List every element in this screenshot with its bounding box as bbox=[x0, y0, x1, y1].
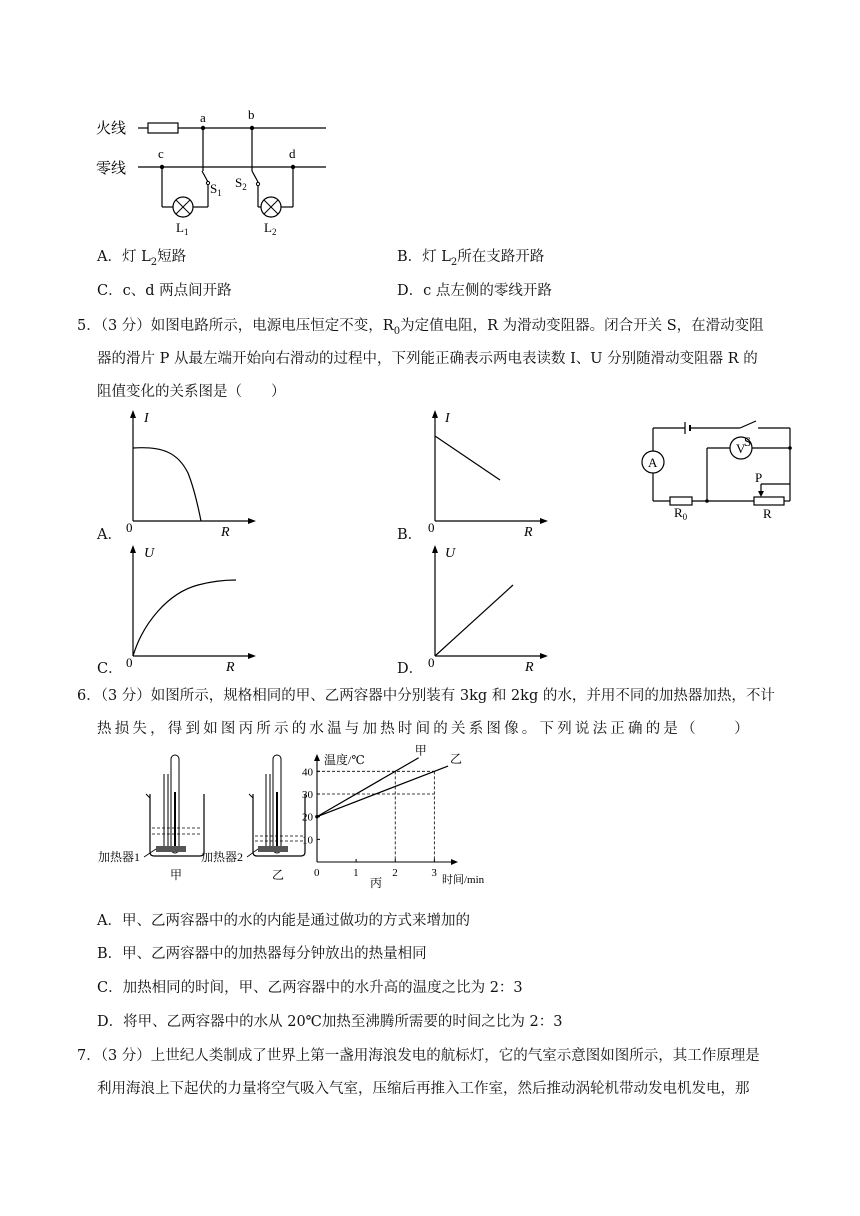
curve-a bbox=[133, 448, 201, 521]
q4-option-c: C．c、d 两点间开路 bbox=[97, 283, 232, 299]
heater1-label: 加热器1 bbox=[98, 850, 141, 864]
r0-label: $R_0$ bbox=[674, 505, 688, 522]
switch-s bbox=[740, 421, 756, 428]
q5-line2: 器的滑片 P 从最左端开始向右滑动的过程中，下列能正确表示两电表读数 I、U 分别随滑动变阻器 R 的 bbox=[97, 351, 758, 367]
chart-xlabel: 时间/min bbox=[442, 874, 485, 886]
q5-option-b: B． bbox=[397, 527, 423, 543]
q4-option-a: A．灯 $L_2$短路 bbox=[97, 249, 187, 268]
q6-option-d: D．将甲、乙两容器中的水从 20℃加热至沸腾所需要的时间之比为 2：3 bbox=[97, 1014, 563, 1030]
point-a-label: a bbox=[200, 110, 206, 125]
rheostat-r bbox=[754, 497, 784, 505]
q5-circuit-diagram bbox=[638, 418, 803, 522]
heater-2 bbox=[258, 846, 288, 852]
graph-a-xlabel: R bbox=[221, 525, 230, 540]
q7-line2: 利用海浪上下起伏的力量将空气吸入气室，压缩后再推入工作室，然后推动涡轮机带动发电机发电，那 bbox=[97, 1081, 750, 1097]
lamp-l2-label: $L_2$ bbox=[264, 220, 277, 237]
q5-option-a: A． bbox=[97, 527, 122, 543]
ammeter-label: A bbox=[648, 455, 658, 470]
q6-option-b: B．甲、乙两容器中的加热器每分钟放出的热量相同 bbox=[97, 946, 427, 962]
q6-line2: 热损失，得到如图丙所示的水温与加热时间的关系图像。下列说法正确的是（ ） bbox=[97, 721, 752, 737]
graph-c-ylabel: U bbox=[144, 546, 155, 561]
q5-line3: 阻值变化的关系图是（ ） bbox=[97, 384, 286, 400]
point-c-label: c bbox=[158, 146, 164, 161]
q4-option-d: D．c 点左侧的零线开路 bbox=[397, 283, 552, 299]
beaker-yi bbox=[249, 755, 305, 856]
graph-d-xlabel: R bbox=[525, 660, 534, 675]
point-b-label: b bbox=[248, 107, 255, 122]
q7-line1: 7．（3 分）上世纪人类制成了世界上第一盏用海浪发电的航标灯，它的气室示意图如图所示，其工作原理是 bbox=[77, 1048, 760, 1064]
graph-d-origin: 0 bbox=[428, 655, 435, 670]
lamp-l1-label: $L_1$ bbox=[176, 220, 189, 237]
switch-s1 bbox=[202, 171, 208, 182]
q6-option-c: C．加热相同的时间，甲、乙两容器中的水升高的温度之比为 2：3 bbox=[97, 980, 523, 996]
fire-wire-label: 火线 bbox=[96, 121, 127, 137]
graph-a bbox=[118, 408, 258, 543]
series-label-jia: 甲 bbox=[414, 743, 427, 758]
household-circuit-diagram bbox=[90, 105, 330, 235]
graph-b bbox=[420, 408, 560, 543]
switch-s1-label: $S_1$ bbox=[210, 181, 222, 198]
graph-a-origin: 0 bbox=[126, 520, 133, 535]
chart-y-axis-arrow bbox=[314, 754, 320, 761]
beakers-figure bbox=[98, 752, 308, 882]
switch-s-label: S bbox=[744, 434, 752, 449]
slider-p-label: P bbox=[755, 470, 763, 485]
switch-s2 bbox=[252, 171, 258, 182]
switch-s2-label: $S_2$ bbox=[235, 175, 247, 192]
x-tick-label: 2 bbox=[392, 867, 398, 879]
fuse bbox=[148, 123, 178, 133]
q4-option-b: B．灯 $L_2$所在支路开路 bbox=[397, 249, 545, 268]
x-tick-label: 0 bbox=[314, 867, 320, 879]
line-d bbox=[435, 585, 513, 656]
heater-1 bbox=[156, 846, 186, 852]
jia-label: 甲 bbox=[170, 868, 183, 882]
heater2-label: 加热器2 bbox=[201, 850, 244, 864]
y-tick-label: 10 bbox=[302, 834, 313, 847]
neutral-wire-label: 零线 bbox=[96, 161, 127, 177]
y-tick-label: 20 bbox=[302, 811, 313, 824]
x-tick-label: 1 bbox=[353, 867, 359, 879]
beaker-jia bbox=[146, 755, 204, 856]
graph-c bbox=[118, 543, 258, 673]
start-point bbox=[315, 815, 319, 819]
q5-line1: 5．（3 分）如图电路所示，电源电压恒定不变，$R_0$为定值电阻，R 为滑动变阻器。闭合开关 S，在滑动变阻 bbox=[77, 318, 764, 337]
graph-b-origin: 0 bbox=[428, 520, 435, 535]
temperature-time-chart bbox=[300, 743, 500, 892]
q5-option-d: D． bbox=[397, 661, 424, 677]
series-label-yi: 乙 bbox=[450, 752, 463, 767]
chart-ylabel: 温度/℃ bbox=[324, 753, 365, 767]
point-d-label: d bbox=[289, 146, 296, 161]
graph-a-ylabel: I bbox=[144, 411, 149, 426]
graph-d bbox=[420, 543, 560, 673]
rheostat-label: R bbox=[763, 506, 772, 521]
yi-label: 乙 bbox=[272, 868, 285, 882]
q6-option-a: A．甲、乙两容器中的水的内能是通过做功的方式来增加的 bbox=[97, 913, 470, 929]
line-b bbox=[435, 436, 500, 480]
chart-x-axis-arrow bbox=[451, 859, 458, 865]
series-line-yi bbox=[317, 766, 448, 817]
graph-b-ylabel: I bbox=[445, 411, 450, 426]
y-tick-label: 30 bbox=[302, 789, 313, 801]
q6-line1: 6．（3 分）如图所示，规格相同的甲、乙两容器中分别装有 3kg 和 2kg 的水，并用不同的加热器加热，不计 bbox=[77, 688, 775, 704]
graph-b-xlabel: R bbox=[524, 525, 533, 540]
curve-c bbox=[133, 580, 236, 656]
q5-option-c: C． bbox=[97, 661, 123, 677]
bing-label: 丙 bbox=[370, 876, 383, 890]
x-tick-label: 3 bbox=[431, 867, 437, 879]
resistor-r0 bbox=[670, 497, 692, 505]
graph-d-ylabel: U bbox=[445, 546, 456, 561]
y-tick-label: 40 bbox=[302, 766, 313, 779]
graph-c-origin: 0 bbox=[126, 655, 133, 670]
voltmeter-label: V bbox=[736, 441, 746, 456]
graph-c-xlabel: R bbox=[226, 660, 235, 675]
